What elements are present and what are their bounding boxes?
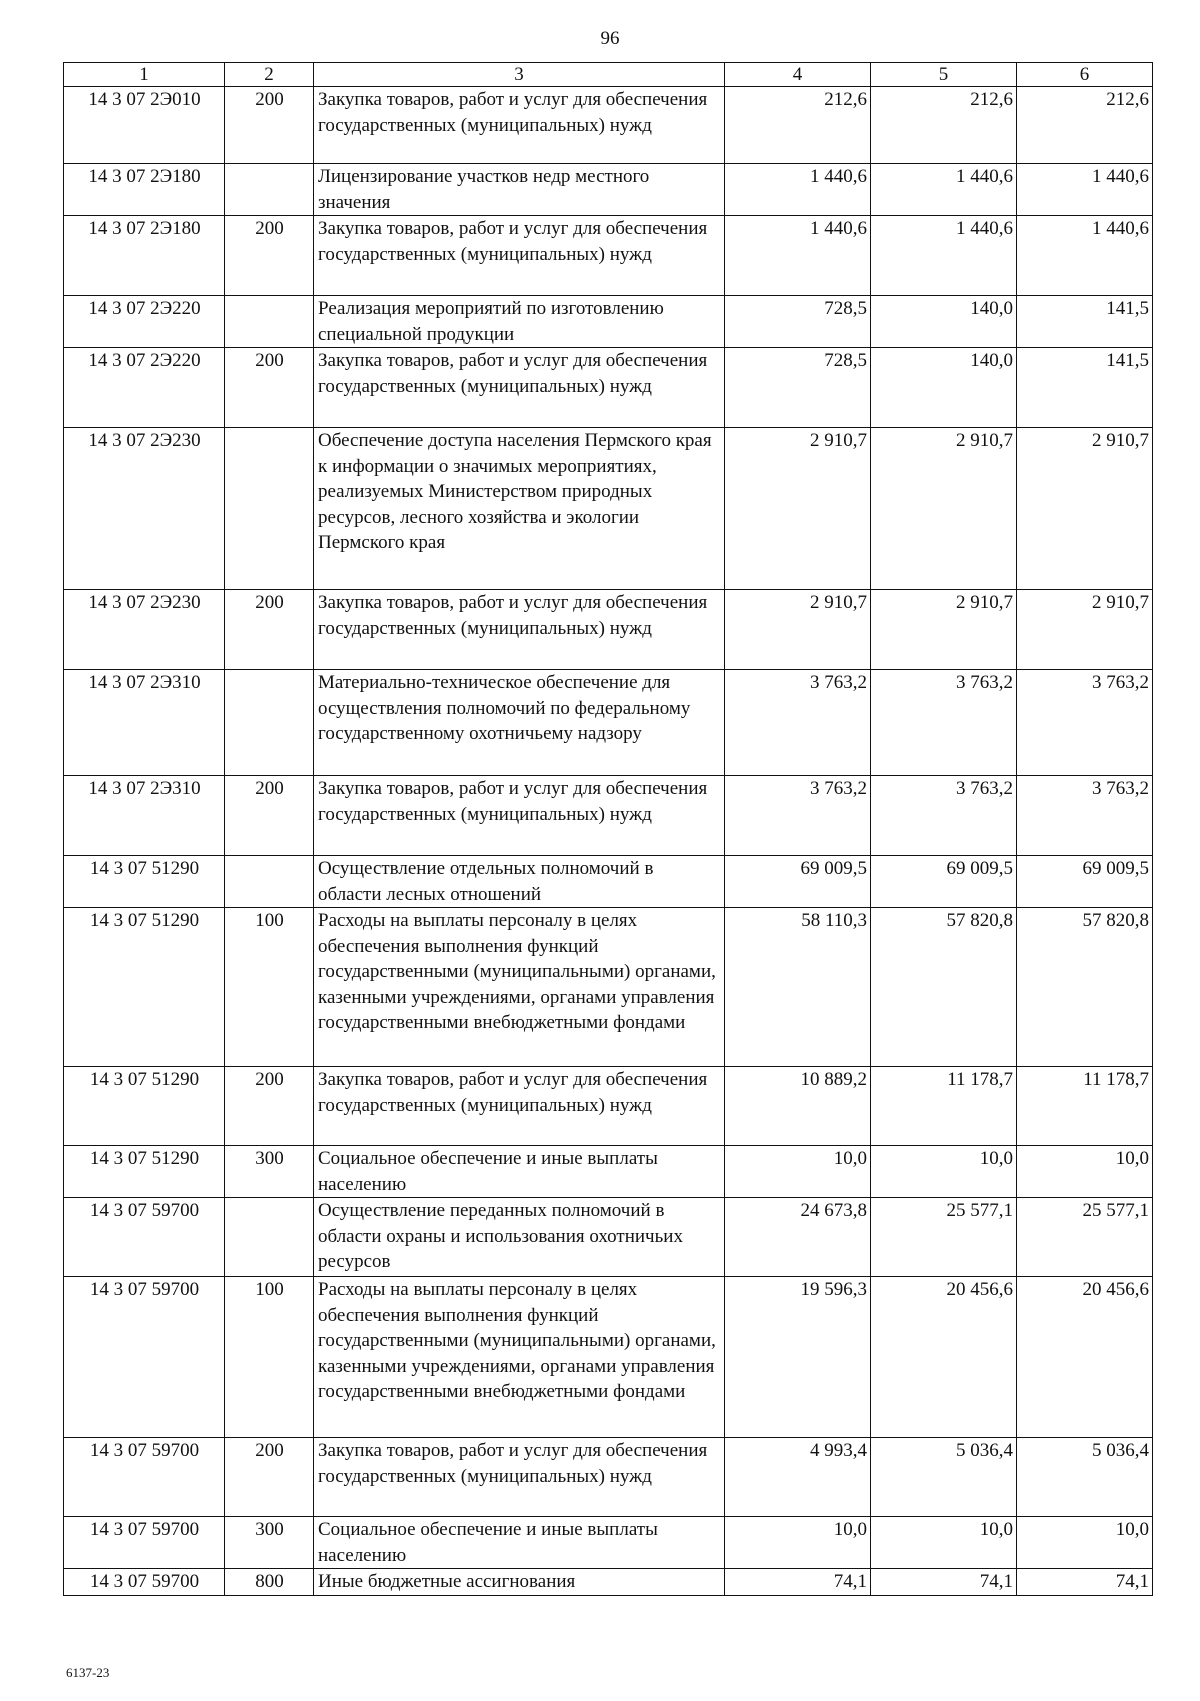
- row-expense-type: 800: [225, 1569, 314, 1596]
- row-value-col6: 69 009,5: [1017, 856, 1153, 908]
- table-row: [64, 164, 1153, 216]
- row-value-col5: 140,0: [871, 296, 1017, 348]
- row-description: Расходы на выплаты персоналу в целях обеспечения выполнения функций государственными (муниципальными) органами, казенными учреждениями, органами управления государственными внебюджетными фондами: [314, 908, 725, 1067]
- table-row: [64, 428, 1153, 590]
- table-row: [64, 908, 1153, 1067]
- row-code: 14 3 07 51290: [64, 1067, 225, 1146]
- header-col-1: 1: [64, 63, 225, 87]
- row-expense-type: 200: [225, 87, 314, 164]
- row-code: 14 3 07 59700: [64, 1198, 225, 1277]
- row-expense-type: 300: [225, 1517, 314, 1569]
- row-value-col4: 1 440,6: [725, 216, 871, 296]
- row-value-col6: 2 910,7: [1017, 428, 1153, 590]
- row-expense-type: 200: [225, 1438, 314, 1517]
- header-col-6: 6: [1017, 63, 1153, 87]
- row-expense-type: 100: [225, 1277, 314, 1438]
- row-value-col6: 141,5: [1017, 296, 1153, 348]
- row-code: 14 3 07 2Э180: [64, 164, 225, 216]
- row-value-col6: 212,6: [1017, 87, 1153, 164]
- table-row: [64, 590, 1153, 670]
- page-number: 96: [600, 28, 620, 49]
- row-code: 14 3 07 59700: [64, 1517, 225, 1569]
- row-value-col5: 5 036,4: [871, 1438, 1017, 1517]
- row-value-col4: 728,5: [725, 296, 871, 348]
- row-value-col4: 3 763,2: [725, 776, 871, 856]
- row-value-col5: 11 178,7: [871, 1067, 1017, 1146]
- row-code: 14 3 07 2Э310: [64, 670, 225, 776]
- row-value-col5: 1 440,6: [871, 216, 1017, 296]
- row-value-col5: 2 910,7: [871, 428, 1017, 590]
- row-value-col4: 2 910,7: [725, 590, 871, 670]
- row-description: Закупка товаров, работ и услуг для обеспечения государственных (муниципальных) нужд: [314, 1438, 725, 1517]
- row-value-col5: 2 910,7: [871, 590, 1017, 670]
- row-value-col6: 141,5: [1017, 348, 1153, 428]
- table-row: [64, 1277, 1153, 1438]
- row-value-col6: 57 820,8: [1017, 908, 1153, 1067]
- row-code: 14 3 07 2Э230: [64, 428, 225, 590]
- row-description: Социальное обеспечение и иные выплаты населению: [314, 1146, 725, 1198]
- row-expense-type: 200: [225, 1067, 314, 1146]
- table-row: [64, 1517, 1153, 1569]
- header-col-4: 4: [725, 63, 871, 87]
- row-value-col5: 57 820,8: [871, 908, 1017, 1067]
- row-value-col6: 3 763,2: [1017, 670, 1153, 776]
- row-value-col4: 2 910,7: [725, 428, 871, 590]
- row-code: 14 3 07 2Э010: [64, 87, 225, 164]
- row-code: 14 3 07 2Э310: [64, 776, 225, 856]
- row-value-col4: 10,0: [725, 1146, 871, 1198]
- table-row: [64, 670, 1153, 776]
- row-expense-type: [225, 670, 314, 776]
- row-value-col6: 74,1: [1017, 1569, 1153, 1596]
- row-description: Осуществление отдельных полномочий в области лесных отношений: [314, 856, 725, 908]
- row-code: 14 3 07 51290: [64, 908, 225, 1067]
- row-code: 14 3 07 2Э220: [64, 348, 225, 428]
- table-row: [64, 856, 1153, 908]
- row-expense-type: [225, 856, 314, 908]
- row-code: 14 3 07 2Э180: [64, 216, 225, 296]
- table-row: [64, 1569, 1153, 1596]
- row-description: Социальное обеспечение и иные выплаты населению: [314, 1517, 725, 1569]
- table-row: [64, 216, 1153, 296]
- budget-table: [63, 62, 1153, 1596]
- table-row: [64, 348, 1153, 428]
- row-value-col4: 10,0: [725, 1517, 871, 1569]
- row-value-col6: 10,0: [1017, 1146, 1153, 1198]
- table-row: [64, 296, 1153, 348]
- header-col-3: 3: [314, 63, 725, 87]
- row-value-col4: 58 110,3: [725, 908, 871, 1067]
- row-value-col5: 74,1: [871, 1569, 1017, 1596]
- document-footer-code: 6137-23: [66, 1665, 110, 1680]
- row-description: Иные бюджетные ассигнования: [314, 1569, 725, 1596]
- row-value-col6: 11 178,7: [1017, 1067, 1153, 1146]
- row-expense-type: [225, 164, 314, 216]
- row-description: Лицензирование участков недр местного значения: [314, 164, 725, 216]
- row-description: Закупка товаров, работ и услуг для обеспечения государственных (муниципальных) нужд: [314, 1067, 725, 1146]
- header-col-2: 2: [225, 63, 314, 87]
- row-description: Реализация мероприятий по изготовлению специальной продукции: [314, 296, 725, 348]
- row-value-col5: 25 577,1: [871, 1198, 1017, 1277]
- row-value-col5: 20 456,6: [871, 1277, 1017, 1438]
- row-expense-type: [225, 1198, 314, 1277]
- row-value-col4: 1 440,6: [725, 164, 871, 216]
- row-value-col5: 3 763,2: [871, 776, 1017, 856]
- row-value-col6: 20 456,6: [1017, 1277, 1153, 1438]
- table-row: [64, 1438, 1153, 1517]
- row-code: 14 3 07 59700: [64, 1569, 225, 1596]
- row-description: Закупка товаров, работ и услуг для обеспечения государственных (муниципальных) нужд: [314, 590, 725, 670]
- row-value-col6: 5 036,4: [1017, 1438, 1153, 1517]
- row-expense-type: 200: [225, 216, 314, 296]
- row-code: 14 3 07 2Э230: [64, 590, 225, 670]
- row-code: 14 3 07 59700: [64, 1277, 225, 1438]
- row-value-col4: 728,5: [725, 348, 871, 428]
- row-value-col5: 212,6: [871, 87, 1017, 164]
- row-value-col4: 212,6: [725, 87, 871, 164]
- row-value-col6: 10,0: [1017, 1517, 1153, 1569]
- row-value-col4: 24 673,8: [725, 1198, 871, 1277]
- row-description: Обеспечение доступа населения Пермского края к информации о значимых мероприятиях, реализуемых Министерством природных ресурсов, лесного хозяйства и экологии Пермского края: [314, 428, 725, 590]
- row-value-col6: 3 763,2: [1017, 776, 1153, 856]
- row-value-col5: 3 763,2: [871, 670, 1017, 776]
- row-expense-type: [225, 428, 314, 590]
- row-value-col6: 2 910,7: [1017, 590, 1153, 670]
- row-value-col4: 69 009,5: [725, 856, 871, 908]
- table-row: [64, 87, 1153, 164]
- row-code: 14 3 07 51290: [64, 1146, 225, 1198]
- table-row: [64, 776, 1153, 856]
- row-description: Расходы на выплаты персоналу в целях обеспечения выполнения функций государственными (муниципальными) органами, казенными учреждениями, органами управления государственными внебюджетными фондами: [314, 1277, 725, 1438]
- row-code: 14 3 07 51290: [64, 856, 225, 908]
- row-description: Закупка товаров, работ и услуг для обеспечения государственных (муниципальных) нужд: [314, 87, 725, 164]
- row-value-col5: 69 009,5: [871, 856, 1017, 908]
- row-value-col6: 1 440,6: [1017, 164, 1153, 216]
- row-expense-type: 200: [225, 348, 314, 428]
- row-code: 14 3 07 59700: [64, 1438, 225, 1517]
- header-col-5: 5: [871, 63, 1017, 87]
- row-description: Осуществление переданных полномочий в области охраны и использования охотничьих ресурсов: [314, 1198, 725, 1277]
- row-value-col4: 10 889,2: [725, 1067, 871, 1146]
- row-value-col6: 1 440,6: [1017, 216, 1153, 296]
- row-value-col4: 3 763,2: [725, 670, 871, 776]
- table-row: [64, 1067, 1153, 1146]
- row-value-col5: 10,0: [871, 1517, 1017, 1569]
- row-expense-type: 300: [225, 1146, 314, 1198]
- row-description: Закупка товаров, работ и услуг для обеспечения государственных (муниципальных) нужд: [314, 348, 725, 428]
- row-expense-type: 200: [225, 590, 314, 670]
- row-value-col5: 10,0: [871, 1146, 1017, 1198]
- row-expense-type: 100: [225, 908, 314, 1067]
- row-expense-type: [225, 296, 314, 348]
- table-row: [64, 1198, 1153, 1277]
- row-value-col4: 19 596,3: [725, 1277, 871, 1438]
- row-expense-type: 200: [225, 776, 314, 856]
- row-value-col4: 4 993,4: [725, 1438, 871, 1517]
- row-description: Закупка товаров, работ и услуг для обеспечения государственных (муниципальных) нужд: [314, 776, 725, 856]
- row-description: Материально-техническое обеспечение для осуществления полномочий по федеральному государственному охотничьему надзору: [314, 670, 725, 776]
- row-code: 14 3 07 2Э220: [64, 296, 225, 348]
- row-value-col6: 25 577,1: [1017, 1198, 1153, 1277]
- row-description: Закупка товаров, работ и услуг для обеспечения государственных (муниципальных) нужд: [314, 216, 725, 296]
- row-value-col5: 1 440,6: [871, 164, 1017, 216]
- row-value-col5: 140,0: [871, 348, 1017, 428]
- row-value-col4: 74,1: [725, 1569, 871, 1596]
- header-row: [64, 63, 1153, 87]
- table-row: [64, 1146, 1153, 1198]
